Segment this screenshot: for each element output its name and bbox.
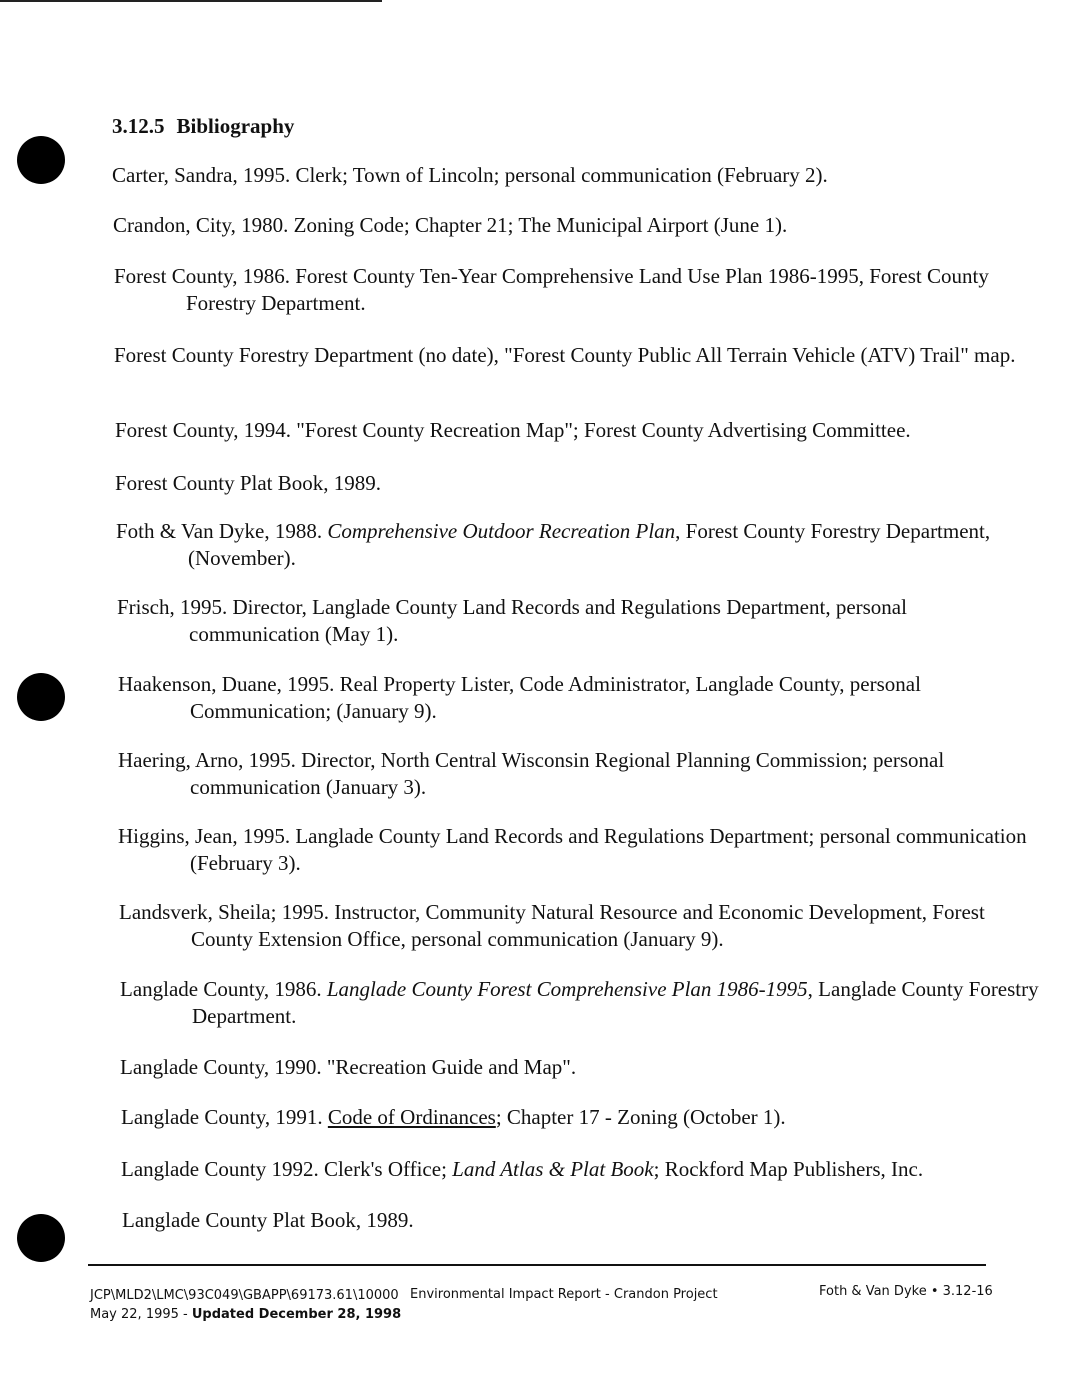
entry-text: Carter, Sandra, 1995. Clerk; Town of Lincoln; personal communication (February 2). <box>112 163 828 187</box>
entry-text: Langlade County, 1990. "Recreation Guide and Map". <box>120 1055 577 1079</box>
bibliography-entry <box>115 470 1037 497</box>
footer-rule <box>88 1264 986 1266</box>
footer-date <box>90 1307 401 1322</box>
entry-text: Foth & Van Dyke, 1988. <box>116 519 328 543</box>
bibliography-entry <box>119 899 1041 953</box>
bibliography-entry <box>120 1054 1042 1081</box>
entry-text: Forest County Plat Book, 1989. <box>115 471 382 495</box>
footer-updated-date: Updated December 28, 1998 <box>191 1307 402 1322</box>
footer-file-path: JCP\MLD2\LMC\93C049\GBAPP\69173.61\10000 <box>90 1288 399 1303</box>
section-number: 3.12.5 <box>112 114 165 138</box>
entry-title-italic: Land Atlas & Plat Book <box>452 1157 654 1181</box>
bibliography-entry <box>122 1207 1044 1234</box>
entry-title-italic: Langlade County Forest Comprehensive Plan 1986-1995 <box>326 977 808 1001</box>
entry-text: , Langlade County Forestry Department. <box>192 977 1039 1028</box>
bibliography-entry <box>121 1156 1043 1183</box>
section-title: Bibliography <box>176 114 295 138</box>
footer-page-number: Foth & Van Dyke • 3.12-16 <box>819 1284 993 1299</box>
entry-text: Langlade County 1992. Clerk's Office; <box>121 1157 453 1181</box>
entry-text: Haering, Arno, 1995. Director, North Central Wisconsin Regional Planning Commission; personal communication (January 3). <box>118 748 945 799</box>
entry-text: Langlade County Plat Book, 1989. <box>122 1208 414 1232</box>
entry-text: Haakenson, Duane, 1995. Real Property Lister, Code Administrator, Langlade County, personal Communication; (January 9). <box>118 672 921 723</box>
punch-hole-middle <box>17 673 65 721</box>
entry-text: Higgins, Jean, 1995. Langlade County Land Records and Regulations Department; personal communication (February 3). <box>118 824 1027 875</box>
entry-text: Langlade County, 1991. <box>121 1105 328 1129</box>
punch-hole-top <box>17 136 65 184</box>
entry-text: Crandon, City, 1980. Zoning Code; Chapter 21; The Municipal Airport (June 1). <box>113 213 788 237</box>
entry-text: ; Chapter 17 - Zoning (October 1). <box>495 1105 786 1129</box>
entry-text: Frisch, 1995. Director, Langlade County Land Records and Regulations Department, personal communication (May 1). <box>117 595 907 646</box>
bibliography-entry <box>116 518 1038 572</box>
bibliography-entry <box>114 342 1036 369</box>
entry-title-underlined: Code of Ordinances <box>327 1105 496 1129</box>
entry-text: Langlade County, 1986. <box>120 977 327 1001</box>
bibliography-entry <box>120 976 1042 1030</box>
footer-report-title: Environmental Impact Report - Crandon Project <box>410 1287 718 1302</box>
bibliography-entry <box>115 417 1037 444</box>
section-heading <box>112 114 294 139</box>
entry-text: ; Rockford Map Publishers, Inc. <box>653 1157 924 1181</box>
bibliography-entry <box>114 263 1036 317</box>
bibliography-entry <box>113 212 1035 239</box>
entry-title-italic: Comprehensive Outdoor Recreation Plan <box>327 519 676 543</box>
entry-text: , Forest County Forestry Department, (November). <box>188 519 991 570</box>
entry-text: Forest County, 1994. "Forest County Recreation Map"; Forest County Advertising Committee. <box>115 418 911 442</box>
bibliography-entry <box>121 1104 1043 1131</box>
bibliography-entry <box>118 671 1040 725</box>
scan-top-edge-line <box>0 0 382 2</box>
entry-text: Forest County, 1986. Forest County Ten-Year Comprehensive Land Use Plan 1986-1995, Forest County Forestry Department. <box>114 264 989 315</box>
footer-original-date: May 22, 1995 - <box>90 1307 192 1322</box>
bibliography-entry <box>118 747 1040 801</box>
bibliography-entry <box>118 823 1040 877</box>
bibliography-entry <box>117 594 1039 648</box>
entry-text: Landsverk, Sheila; 1995. Instructor, Community Natural Resource and Economic Development, Forest County Extension Office, personal communication (January 9). <box>119 900 985 951</box>
entry-text: Forest County Forestry Department (no date), "Forest County Public All Terrain Vehicle (ATV) Trail" map. <box>114 343 1016 367</box>
punch-hole-bottom <box>17 1214 65 1262</box>
bibliography-entry <box>112 162 1034 189</box>
